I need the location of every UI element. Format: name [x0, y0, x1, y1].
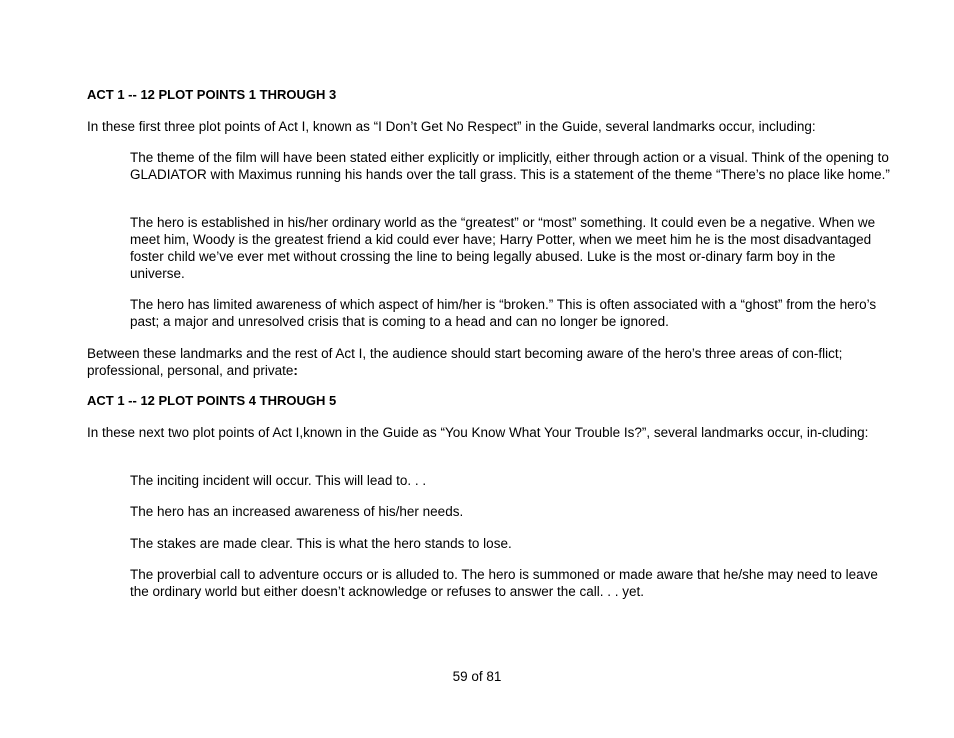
section-heading-plot-points-1-3: ACT 1 -- 12 PLOT POINTS 1 THROUGH 3 [87, 87, 337, 102]
section1-closing [87, 345, 887, 379]
section2-item-inciting-incident: The inciting incident will occur. This will lead to. . . [130, 473, 427, 488]
section1-closing-text: Between these landmarks and the rest of Act I, the audience should start becoming aware of the hero’s three areas of con-flict; professional, personal, and private [87, 346, 843, 378]
section1-closing-colon: : [293, 363, 298, 378]
section2-item-call-to-adventure: The proverbial call to adventure occurs or is alluded to. The hero is summoned or made aware that he/she may need to leave the ordinary world but either doesn’t acknowledge or refuses to answer the call. . . yet. [130, 567, 878, 599]
section-heading-plot-points-4-5: ACT 1 -- 12 PLOT POINTS 4 THROUGH 5 [87, 393, 337, 408]
section1-item-ordinary-world: The hero is established in his/her ordinary world as the “greatest” or “most” something. It could even be a negative. When we meet him, Woody is the greatest friend a kid could ever have; Harry Potter, when we meet him he is the most disadvantaged foster child we’ve ever met without crossing the line to being legally abused. Luke is the most or-dinary farm boy in the universe. [130, 215, 876, 281]
section2-intro: In these next two plot points of Act I,known in the Guide as “You Know What Your Trouble Is?”, several landmarks occur, in-cluding: [87, 425, 869, 440]
section1-item-broken: The hero has limited awareness of which aspect of him/her is “broken.” This is often associated with a “ghost” from the hero’s past; a major and unresolved crisis that is coming to a head and can no longer be ignored. [130, 297, 877, 329]
section2-item-stakes: The stakes are made clear. This is what the hero stands to lose. [130, 536, 512, 551]
page-number: 59 of 81 [452, 669, 502, 684]
section1-intro: In these first three plot points of Act I, known as “I Don’t Get No Respect” in the Guide, several landmarks occur, including: [87, 119, 816, 134]
section1-item-theme: The theme of the film will have been stated either explicitly or implicitly, either through action or a visual. Think of the opening to GLADIATOR with Maximus running his hands over the tall grass. This is a statement of the theme “There’s no place like home.” [130, 150, 890, 182]
section2-item-awareness: The hero has an increased awareness of his/her needs. [130, 504, 464, 519]
